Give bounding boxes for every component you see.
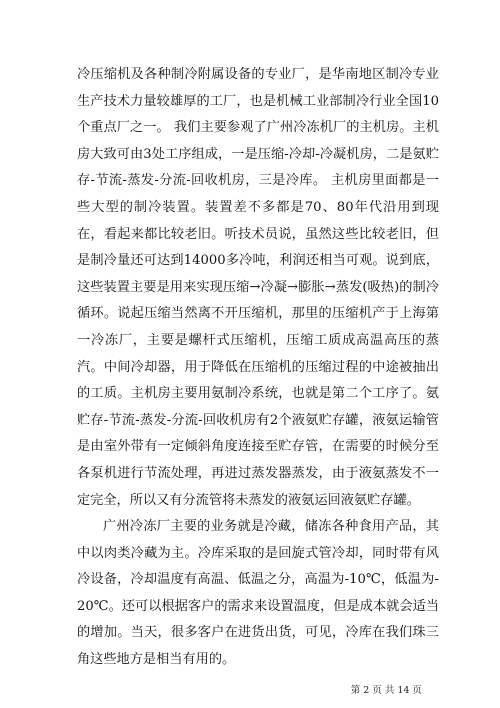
page-footer xyxy=(0,682,500,696)
document-body xyxy=(77,62,439,674)
paragraph-factory-visit: 冷压缩机及各种制冷附属设备的专业厂，是华南地区制冷专业生产技术力量较雄厚的工厂，也是机械工业部制冷行业全国10个重点厂之一。 我们主要参观了广州冷冻机厂的主机房。主机房大致可由3处工序组成，一是压缩-冷却-冷凝机房，二是氨贮存-节流-蒸发-分流-回收机房，三是冷库。 主机房里面都是一些大型的制冷装置。装置差不多都是70、80年代沿用到现在，看起来都比较老旧。听技术员说，虽然这些比较老旧，但是制冷量还可达到14000多冷吨，利润还相当可观。说到底，这些装置主要是用来实现压缩→冷凝→膨胀→蒸发(吸热)的制冷循环。说起压缩当然离不开压缩机，那里的压缩机产于上海第一冷冻厂，主要是螺杆式压缩机，压缩工质成高温高压的蒸汽。中间冷却器，用于降低在压缩机的压缩过程的中途被抽出的工质。主机房主要用氨制冷系统，也就是第二个工序了。氨贮存-节流-蒸发-分流-回收机房有2个液氨贮存罐，液氨运输管是由室外带有一定倾斜角度连接至贮存管，在需要的时候分至各泵机进行节流处理，再进过蒸发器蒸发，由于液氨蒸发不一定完全，所以又有分流管将未蒸发的液氨运回液氨贮存罐。 xyxy=(77,67,439,508)
paragraph-cold-storage: 广州冷冻厂主要的业务就是冷藏，储冻各种食用产品，其中以肉类冷藏为主。冷库采取的是回旋式管冷却，同时带有风冷设备，冷却温度有高温、低温之分，高温为-10℃，低温为-20℃。还可以根据客户的需求来设置温度，但是成本就会适当的增加。当天，很多客户在进货出货，可见，冷库在我们珠三角这些地方是相当有用的。 xyxy=(77,519,439,668)
page-number: 第 2 页 共 14 页 xyxy=(350,685,422,696)
